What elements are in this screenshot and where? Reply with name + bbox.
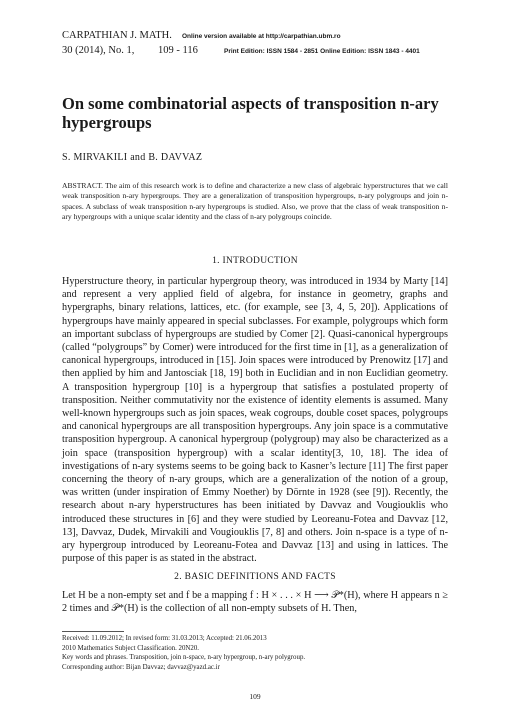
issn-line: Print Edition: ISSN 1584 - 2851 Online Edition: ISSN 1843 - 4401	[224, 48, 420, 55]
footnote-keywords: Key words and phrases. Transposition, join n-space, n-ary hypergroup, n-ary polygroup.	[62, 654, 306, 662]
paper-authors: S. MIRVAKILI and B. DAVVAZ	[62, 152, 203, 163]
footnote-msc: 2010 Mathematics Subject Classification. 20N20.	[62, 644, 200, 652]
footnotes	[62, 634, 448, 672]
abstract: ABSTRACT. The aim of this research work is to define and characterize a new class of algebraic hyperstructures that we call weak transposition n-ary hypergroups. They are a generalization of transposition hypergroups, n-ary polygroups and join n-spaces. A subclass of weak transposition n-ary hypergroups is studied. Also, we prove that the class of weak transposition n-ary hypergroups with a unique scalar identity and the class of n-ary polygroups coincide.	[62, 181, 448, 222]
page-number: 109	[249, 692, 261, 701]
page-range: 109 - 116	[158, 45, 198, 56]
section-heading-basic-definitions: 2. BASIC DEFINITIONS AND FACTS	[174, 572, 336, 582]
definitions-text: Let H be a non-empty set and f be a mapping f : H × . . . × H ⟶ 𝒫*(H), where H appears n ≥ 2 times and 𝒫*(H) is the collection of all non-empty subsets of H. Then,	[62, 590, 448, 615]
introduction-text: Hyperstructure theory, in particular hypergroup theory, was introduced in 1934 by Marty [14] and represent a very applied field of algebra, for instance in geometry, graphs and hypergraphs, binary relations, lattices, etc. (for example, see [3, 4, 5, 20]). Applications of hypergroups have mainly appeared in special subclasses. For example, polygroups which form an important subclass of hypergroups are studied by Comer [2]. Quasi-canonical hypergroups (called “polygroups” by Comer) were introduced for the first time in [1], as a generalization of canonical hypergroups, introduced in [15]. Join spaces were introduced by Prenowitz [17] and then applied by him and Jantosciak [18, 19] both in Euclidian and in non Euclidian geometry. A transposition hypergroup [10] is a hypergroup that satisfies a postulated property of transposition. Neither commutativity nor the existence of identity elements is assumed. Many well-known hypergroups such as join spaces, weak cogroups, double coset spaces, polygroups and canonical hypergroups are all transposition hypergroups. Any join space is a commutative transposition hypergroup. A canonical hypergroup (polygroup) may also be characterized as a join space (transposition hypergroup) with a scalar identity[3, 10, 18]. The idea of investigations of n-ary systems seems to be going back to Kasner’s lecture [11] The first paper concerning the theory of n-ary groups, which are a generalization of the notion of a group, was written (under inspiration of Emmy Noether) by Dörnte in 1928 (see [9]). Recently, the research about n-ary hyperstructures has been initiated by Davvaz and Vougiouklis who introduced these structures in [6] and they were studied by Leoreanu-Fotea and Davvaz [12, 13], Davvaz, Dudek, Mirvakili and Vougiouklis [7, 8] and others. Join n-space is a type of n-ary hypergroup introduced by Leoreanu-Fotea and Davvaz [13] and using in lattices. The purpose of this paper is as stated in the abstract.	[62, 276, 448, 565]
footnote-received: Received: 11.09.2012; In revised form: 31.03.2013; Accepted: 21.06.2013	[62, 635, 267, 642]
paper-title: On some combinatorial aspects of transposition n-ary hypergroups	[62, 94, 439, 132]
journal-name: CARPATHIAN J. MATH.	[62, 30, 172, 41]
volume-issue: 30 (2014), No. 1,	[62, 45, 135, 56]
online-version-line: Online version available at http://carpathian.ubm.ro	[182, 33, 341, 40]
section-heading-introduction: 1. INTRODUCTION	[212, 256, 298, 266]
footnote-rule	[62, 631, 124, 632]
footnote-corresponding-author: Corresponding author: Bijan Davvaz; davvaz@yazd.ac.ir	[62, 663, 220, 671]
journal-header	[62, 30, 457, 60]
